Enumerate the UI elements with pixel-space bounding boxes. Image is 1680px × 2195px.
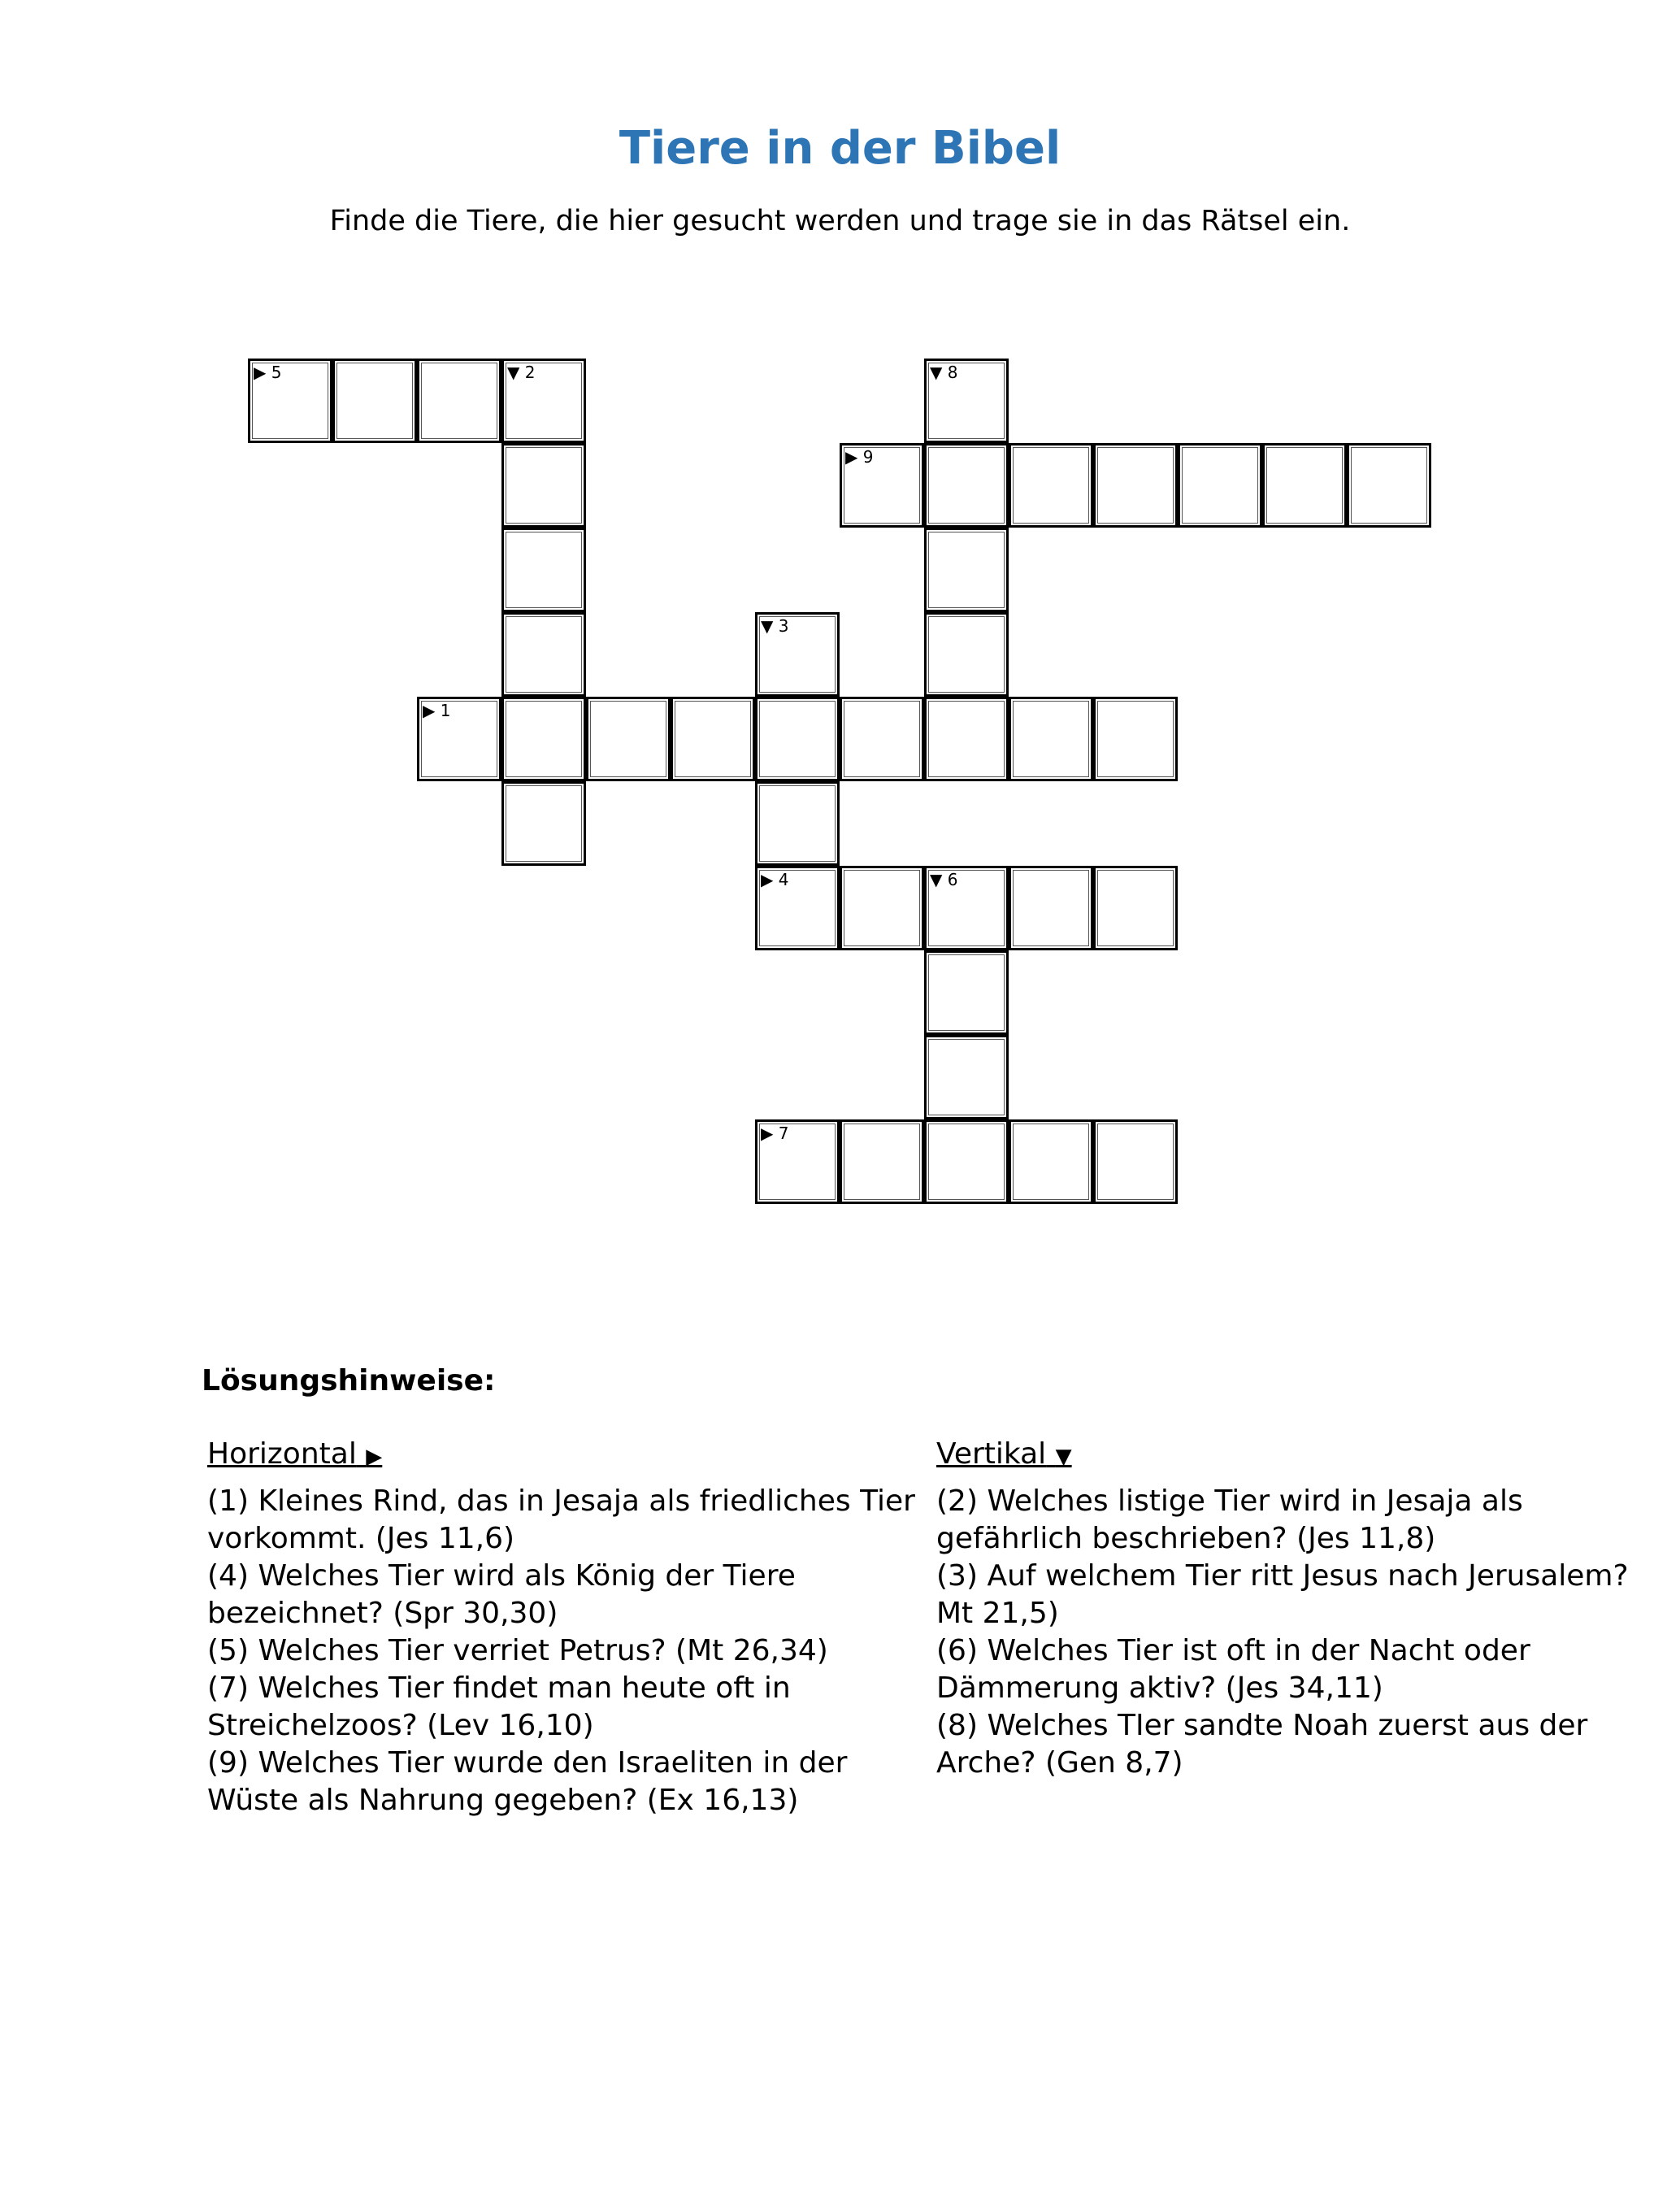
clue-number-5: ▶ 5 [254,363,282,382]
crossword-cell[interactable] [755,781,840,866]
crossword-cell[interactable] [501,697,586,781]
clue-number-9: ▶ 9 [845,447,874,467]
crossword-cell[interactable] [755,612,840,697]
crossword-cell[interactable] [924,866,1009,950]
crossword-cell[interactable] [1262,443,1347,528]
clue-number-3: ▼ 3 [761,616,789,636]
across-clues-label: Horizontal [207,1437,357,1471]
down-clues-column [936,1436,1652,1782]
crossword-cell[interactable] [248,359,332,443]
clue-number-2: ▼ 2 [507,363,536,382]
crossword-cell[interactable] [501,612,586,697]
clue-number-6: ▼ 6 [930,870,958,889]
clue-number-8: ▼ 8 [930,363,958,382]
clue-number-4: ▶ 4 [761,870,789,889]
hints-heading: Lösungshinweise: [202,1364,496,1397]
crossword-cell[interactable] [1347,443,1431,528]
down-clues-heading [936,1436,1652,1473]
across-clue-1: (1) Kleines Rind, das in Jesaja als friedliches Tier vorkommt. (Jes 11,6) [207,1484,915,1555]
crossword-cell[interactable] [924,1119,1009,1204]
crossword-cell[interactable] [924,528,1009,612]
crossword-cell[interactable] [924,612,1009,697]
clue-number-7: ▶ 7 [761,1124,789,1143]
crossword-cell[interactable] [1093,1119,1178,1204]
crossword-cell[interactable] [840,866,924,950]
down-clue-3: (3) Auf welchem Tier ritt Jesus nach Jerusalem? Mt 21,5) [936,1559,1629,1630]
crossword-cell[interactable] [924,1035,1009,1119]
across-clue-9: (9) Welches Tier wurde den Israeliten in der Wüste als Nahrung gegeben? (Ex 16,13) [207,1746,848,1817]
across-clue-4: (4) Welches Tier wird als König der Tiere bezeichnet? (Spr 30,30) [207,1559,796,1630]
crossword-cell[interactable] [1178,443,1262,528]
crossword-cell[interactable] [1009,1119,1093,1204]
crossword-cell[interactable] [755,866,840,950]
down-clue-2: (2) Welches listige Tier wird in Jesaja als gefährlich beschrieben? (Jes 11,8) [936,1484,1523,1555]
crossword-cell[interactable] [417,359,501,443]
crossword-cell[interactable] [1093,443,1178,528]
crossword-cell[interactable] [840,697,924,781]
crossword-cell[interactable] [1009,697,1093,781]
clue-number-1: ▶ 1 [423,701,451,720]
crossword-cell[interactable] [671,697,755,781]
crossword-cell[interactable] [924,359,1009,443]
crossword-cell[interactable] [586,697,671,781]
across-clues-column [207,1436,931,1819]
across-clue-7: (7) Welches Tier findet man heute oft in Streichelzoos? (Lev 16,10) [207,1671,791,1742]
crossword-cell[interactable] [501,781,586,866]
down-clue-8: (8) Welches TIer sandte Noah zuerst aus der Arche? (Gen 8,7) [936,1709,1588,1780]
crossword-cell[interactable] [332,359,417,443]
right-arrow-icon: ▶ [366,1445,383,1469]
crossword-cell[interactable] [924,697,1009,781]
across-clues-heading [207,1436,931,1473]
crossword-cell[interactable] [1009,443,1093,528]
down-arrow-icon: ▼ [1055,1445,1072,1469]
down-clues-label: Vertikal [936,1437,1047,1471]
crossword-cell[interactable] [840,1119,924,1204]
crossword-cell[interactable] [1093,697,1178,781]
crossword-cell[interactable] [1009,866,1093,950]
crossword-cell[interactable] [840,443,924,528]
crossword-cell[interactable] [1093,866,1178,950]
crossword-cell[interactable] [924,443,1009,528]
crossword-cell[interactable] [924,950,1009,1035]
crossword-cell[interactable] [501,359,586,443]
crossword-cell[interactable] [755,1119,840,1204]
crossword-cell[interactable] [501,443,586,528]
page-subtitle: Finde die Tiere, die hier gesucht werden und trage sie in das Rätsel ein. [329,205,1351,237]
crossword-cell[interactable] [755,697,840,781]
down-clue-6: (6) Welches Tier ist oft in der Nacht oder Dämmerung aktiv? (Jes 34,11) [936,1634,1530,1705]
crossword-cell[interactable] [417,697,501,781]
across-clue-5: (5) Welches Tier verriet Petrus? (Mt 26,34) [207,1634,828,1667]
page-title: Tiere in der Bibel [619,122,1061,175]
crossword-cell[interactable] [501,528,586,612]
